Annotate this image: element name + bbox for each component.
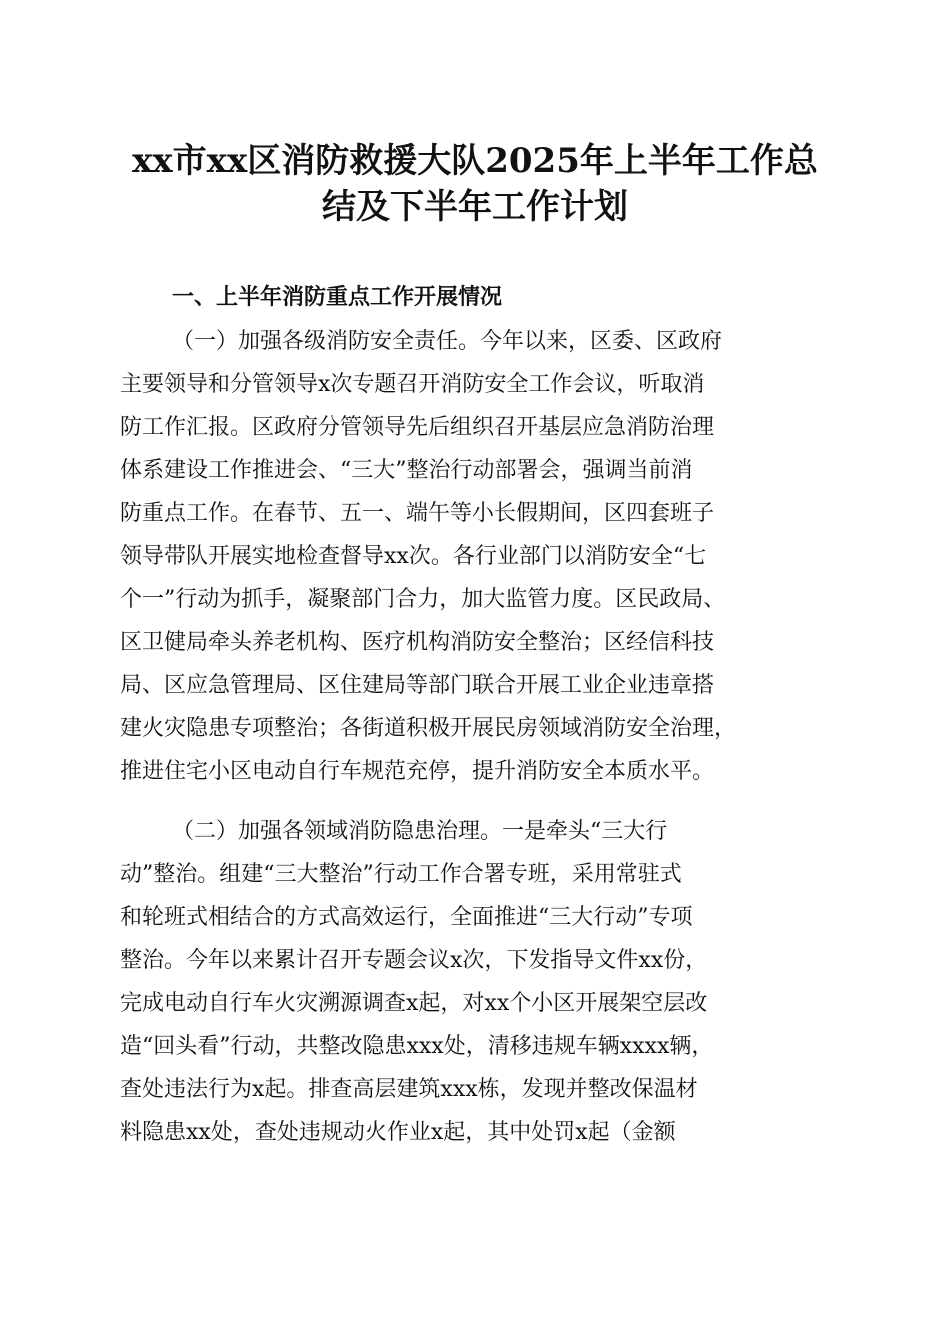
paragraph-2-line: 和轮班式相结合的方式高效运行，全面推进“三大行动”专项 (120, 905, 693, 930)
paragraph-1-line: 区卫健局牵头养老机构、医疗机构消防安全整治；区经信科技 (120, 630, 715, 655)
document-title (110, 138, 840, 230)
paragraph-2-line: 整治。今年以来累计召开专题会议x次，下发指导文件xx份， (120, 948, 708, 973)
paragraph-1-line: 局、区应急管理局、区住建局等部门联合开展工业企业违章搭 (120, 673, 715, 698)
paragraph-1-line: 体系建设工作推进会、“三大”整治行动部署会，强调当前消 (120, 458, 693, 483)
section-heading: 一、上半年消防重点工作开展情况 (172, 285, 503, 310)
paragraph-1-line: 建火灾隐患专项整治；各街道积极开展民房领域消防安全治理， (120, 716, 737, 741)
paragraph-2-line: （二）加强各领域消防隐患治理。一是牵头“三大行 (172, 819, 668, 844)
paragraph-1-line: （一）加强各级消防安全责任。今年以来，区委、区政府 (172, 329, 723, 354)
title-line-1: xx市xx区消防救援大队2025年上半年工作总 (132, 141, 818, 181)
paragraph-1-line: 防工作汇报。区政府分管领导先后组织召开基层应急消防治理 (120, 415, 715, 440)
paragraph-2 (120, 810, 840, 1154)
paragraph-1-line: 推进住宅小区电动自行车规范充停，提升消防安全本质水平。 (120, 759, 715, 784)
paragraph-1-line: 个一”行动为抓手，凝聚部门合力，加大监管力度。区民政局、 (120, 587, 726, 612)
paragraph-2-line: 料隐患xx处，查处违规动火作业x起，其中处罚x起（金额 (120, 1120, 676, 1145)
paragraph-2-line: 查处违法行为x起。排查高层建筑xxx栋，发现并整改保温材 (120, 1077, 698, 1102)
paragraph-2-line: 完成电动自行车火灾溯源调查x起，对xx个小区开展架空层改 (120, 991, 708, 1016)
paragraph-2-line: 动”整治。组建“三大整治”行动工作合署专班，采用常驻式 (120, 862, 682, 887)
paragraph-1 (120, 320, 840, 793)
title-line-2: 结及下半年工作计划 (322, 187, 628, 227)
paragraph-1-line: 防重点工作。在春节、五一、端午等小长假期间，区四套班子 (120, 501, 715, 526)
paragraph-1-line: 主要领导和分管领导x次专题召开消防安全工作会议，听取消 (120, 372, 705, 397)
paragraph-2-line: 造“回头看”行动，共整改隐患xxx处，清移违规车辆xxxx辆， (120, 1034, 714, 1059)
paragraph-1-line: 领导带队开展实地检查督导xx次。各行业部门以消防安全“七 (120, 544, 707, 569)
